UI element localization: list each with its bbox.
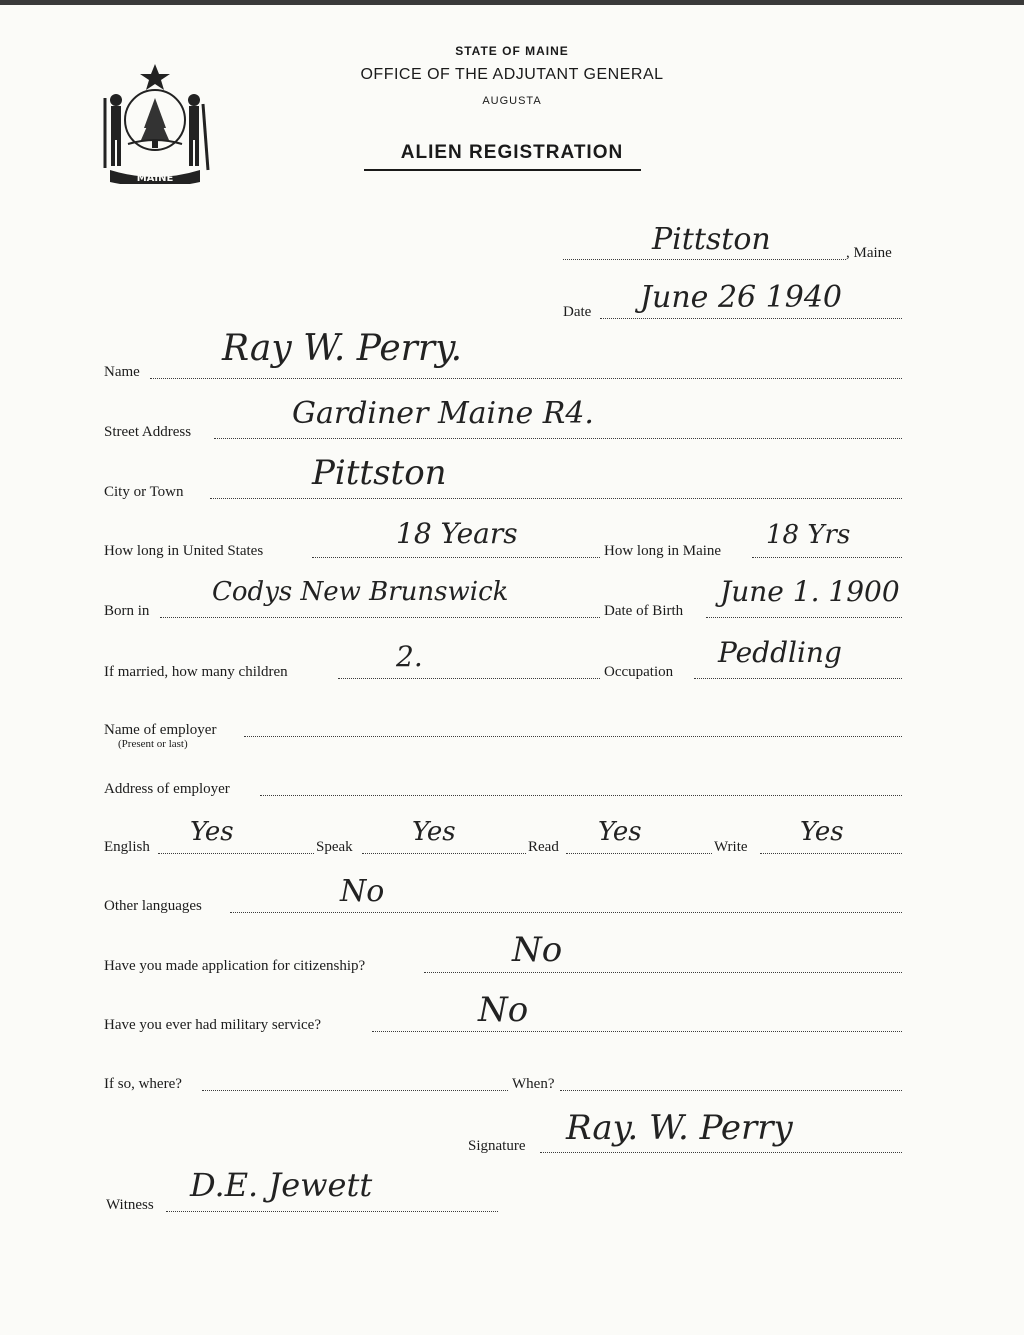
witness-line bbox=[166, 1211, 498, 1212]
place-line bbox=[563, 259, 846, 260]
born-line bbox=[160, 617, 600, 618]
citizenship-line bbox=[424, 972, 902, 973]
speak-entry[interactable]: Yes bbox=[412, 817, 456, 847]
place-entry[interactable]: Pittston bbox=[652, 222, 771, 257]
employer-address-label: Address of employer bbox=[104, 781, 230, 797]
maine-entry[interactable]: 18 Yrs bbox=[766, 520, 851, 550]
children-line bbox=[338, 678, 600, 679]
city-line bbox=[210, 498, 902, 499]
citizenship-entry[interactable]: No bbox=[512, 930, 563, 970]
us-label: How long in United States bbox=[104, 543, 264, 559]
write-label: Write bbox=[714, 839, 748, 855]
date-entry[interactable]: June 26 1940 bbox=[640, 280, 843, 315]
write-entry[interactable]: Yes bbox=[800, 817, 844, 847]
military-line bbox=[372, 1031, 902, 1032]
signature-entry[interactable]: Ray. W. Perry bbox=[566, 1108, 793, 1148]
maine-line bbox=[752, 557, 902, 558]
children-label: If married, how many children bbox=[104, 664, 288, 680]
military-label: Have you ever had military service? bbox=[104, 1017, 321, 1033]
date-label: Date bbox=[563, 304, 592, 320]
read-entry[interactable]: Yes bbox=[598, 817, 642, 847]
languages-line bbox=[230, 912, 902, 913]
when-line[interactable] bbox=[560, 1090, 902, 1091]
read-line bbox=[566, 853, 712, 854]
us-line bbox=[312, 557, 600, 558]
header-office: OFFICE OF THE ADJUTANT GENERAL bbox=[360, 66, 664, 83]
born-entry[interactable]: Codys New Brunswick bbox=[212, 577, 509, 607]
top-border bbox=[0, 0, 1024, 5]
signature-label: Signature bbox=[468, 1138, 526, 1154]
occupation-entry[interactable]: Peddling bbox=[718, 636, 842, 669]
form-title: ALIEN REGISTRATION bbox=[400, 142, 624, 163]
occupation-label: Occupation bbox=[604, 664, 674, 680]
place-suffix: , Maine bbox=[846, 245, 892, 261]
header-state: STATE OF MAINE bbox=[455, 44, 569, 58]
english-entry[interactable]: Yes bbox=[190, 817, 234, 847]
occupation-line bbox=[694, 678, 902, 679]
us-entry[interactable]: 18 Years bbox=[396, 517, 518, 550]
dob-line bbox=[706, 617, 902, 618]
children-entry[interactable]: 2. bbox=[396, 640, 423, 673]
street-entry[interactable]: Gardiner Maine R4. bbox=[292, 396, 594, 431]
read-label: Read bbox=[528, 839, 559, 855]
date-line bbox=[600, 318, 902, 319]
employer-address-line[interactable] bbox=[260, 795, 902, 796]
employer-sublabel: (Present or last) bbox=[118, 738, 188, 750]
english-line bbox=[158, 853, 314, 854]
witness-label: Witness bbox=[106, 1197, 154, 1213]
street-line bbox=[214, 438, 902, 439]
svg-text:MAINE: MAINE bbox=[136, 173, 174, 184]
dob-label: Date of Birth bbox=[604, 603, 684, 619]
header-city: AUGUSTA bbox=[482, 95, 542, 107]
employer-label: Name of employer bbox=[104, 722, 217, 738]
name-label: Name bbox=[104, 364, 140, 380]
citizenship-label: Have you made application for citizenship? bbox=[104, 958, 366, 974]
where-label: If so, where? bbox=[104, 1076, 182, 1092]
military-entry[interactable]: No bbox=[478, 990, 529, 1030]
street-label: Street Address bbox=[104, 424, 192, 440]
city-label: City or Town bbox=[104, 484, 184, 500]
where-line[interactable] bbox=[202, 1090, 508, 1091]
speak-label: Speak bbox=[316, 839, 353, 855]
english-label: English bbox=[104, 839, 150, 855]
employer-line[interactable] bbox=[244, 736, 902, 737]
speak-line bbox=[362, 853, 526, 854]
born-label: Born in bbox=[104, 603, 150, 619]
name-entry[interactable]: Ray W. Perry. bbox=[222, 328, 463, 369]
title-underline bbox=[364, 169, 641, 171]
languages-entry[interactable]: No bbox=[340, 874, 385, 909]
when-label: When? bbox=[512, 1076, 555, 1092]
signature-line bbox=[540, 1152, 902, 1153]
languages-label: Other languages bbox=[104, 898, 202, 914]
witness-entry[interactable]: D.E. Jewett bbox=[190, 1166, 373, 1204]
maine-label: How long in Maine bbox=[604, 543, 722, 559]
write-line bbox=[760, 853, 902, 854]
dob-entry[interactable]: June 1. 1900 bbox=[720, 575, 900, 608]
name-line bbox=[150, 378, 902, 379]
city-entry[interactable]: Pittston bbox=[312, 453, 447, 493]
